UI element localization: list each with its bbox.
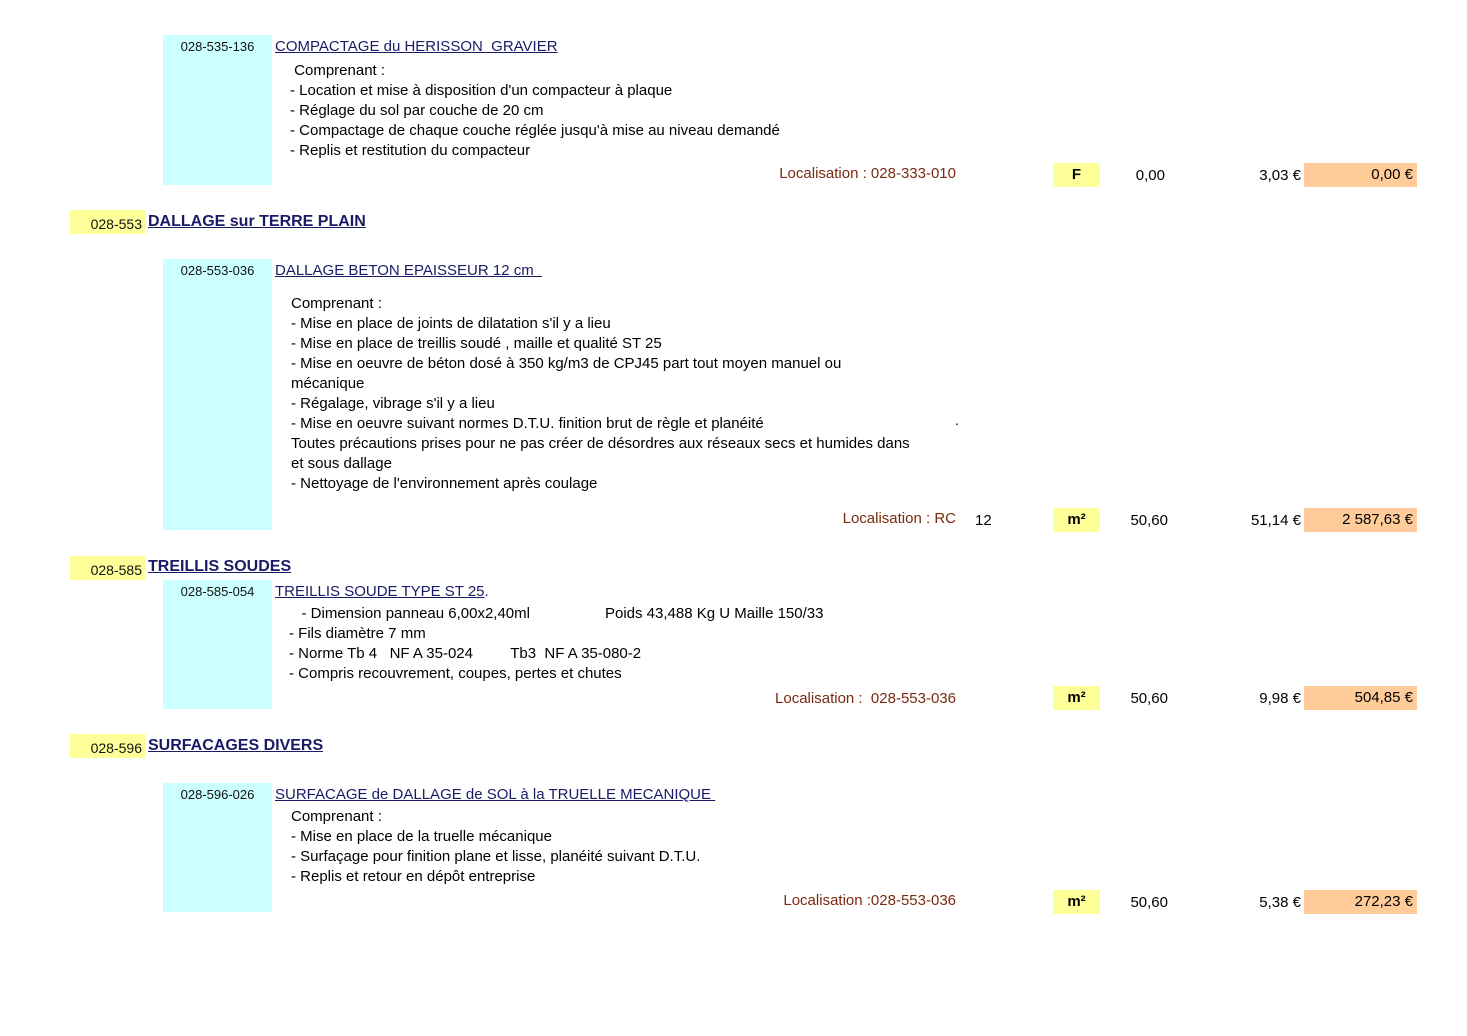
- item-code: 028-553-036: [180, 263, 255, 278]
- section-code-box: [70, 210, 145, 234]
- line-total-value: 504,85 €: [1354, 689, 1413, 706]
- section-title: DALLAGE sur TERRE PLAIN: [148, 213, 366, 230]
- stray-dot: .: [955, 412, 959, 428]
- item-title: SURFACAGE de DALLAGE de SOL à la TRUELLE MECANIQUE: [275, 786, 716, 803]
- description-line: Comprenant :: [290, 62, 386, 79]
- description-line: Comprenant :: [291, 808, 382, 825]
- quantity: 50,60: [1130, 512, 1168, 529]
- item-code: 028-596-026: [180, 787, 255, 802]
- item-description: [289, 604, 823, 684]
- item-title-row: [275, 583, 489, 600]
- unit-price: 5,38 €: [1259, 894, 1301, 911]
- line-total: [1304, 508, 1417, 532]
- item-code-box: [163, 580, 272, 709]
- description-line: - Mise en oeuvre suivant normes D.T.U. finition brut de règle et planéité: [291, 415, 764, 432]
- item-code-box: [163, 259, 272, 530]
- item-title-suffix: .: [484, 583, 489, 600]
- section-code: 028-585: [90, 562, 142, 578]
- description-line: Comprenant :: [291, 295, 382, 312]
- line-total: [1304, 890, 1417, 914]
- section-title: SURFACAGES DIVERS: [148, 737, 324, 754]
- unit-cell: m²: [1053, 890, 1100, 914]
- item-description: [291, 294, 910, 494]
- description-line: - Mise en place de joints de dilatation s'il y a lieu: [291, 315, 611, 332]
- description-line: Toutes précautions prises pour ne pas créer de désordres aux réseaux secs et humides dans: [291, 435, 910, 452]
- description-line: - Régalage, vibrage s'il y a lieu: [291, 395, 495, 412]
- unit-price: 9,98 €: [1259, 690, 1301, 707]
- quantity: 50,60: [1130, 894, 1168, 911]
- localisation: Localisation : 028-553-036: [775, 690, 956, 707]
- section-code-box: [70, 556, 145, 580]
- localisation: Localisation : RC: [842, 510, 956, 527]
- localisation: Localisation : 028-333-010: [779, 165, 956, 182]
- quantity: 50,60: [1130, 690, 1168, 707]
- item-title: TREILLIS SOUDE TYPE ST 25: [275, 583, 485, 600]
- item-code-box: [163, 783, 272, 912]
- unit-cell: m²: [1053, 508, 1100, 532]
- description-line: - Compactage de chaque couche réglée jusqu'à mise au niveau demandé: [290, 122, 780, 139]
- section-code-box: [70, 734, 145, 758]
- item-code: 028-585-054: [180, 584, 255, 599]
- unit-cell: F: [1053, 163, 1100, 187]
- section-code: 028-553: [90, 216, 142, 232]
- description-line: - Compris recouvrement, coupes, pertes et chutes: [289, 665, 622, 682]
- unit-price: 51,14 €: [1250, 512, 1301, 529]
- section-title: TREILLIS SOUDES: [148, 558, 292, 575]
- description-line: - Mise en oeuvre de béton dosé à 350 kg/m3 de CPJ45 part tout moyen manuel ou: [291, 355, 842, 372]
- item-code: 028-535-136: [180, 39, 255, 54]
- item-code-box: [163, 35, 272, 185]
- description-line: - Fils diamètre 7 mm: [289, 625, 426, 642]
- count: 12: [975, 512, 992, 529]
- line-total-value: 0,00 €: [1371, 166, 1413, 183]
- description-line: - Surfaçage pour finition plane et lisse, planéité suivant D.T.U.: [291, 848, 701, 865]
- item-title: COMPACTAGE du HERISSON GRAVIER: [275, 38, 558, 55]
- item-title: DALLAGE BETON EPAISSEUR 12 cm: [275, 262, 543, 279]
- description-line: - Nettoyage de l'environnement après coulage: [291, 475, 598, 492]
- item-description: [291, 807, 700, 887]
- description-line: mécanique: [291, 375, 365, 392]
- description-line: - Mise en place de treillis soudé , maille et qualité ST 25: [291, 335, 662, 352]
- description-line: - Replis et restitution du compacteur: [290, 142, 531, 159]
- line-total: [1304, 163, 1417, 187]
- line-total-value: 2 587,63 €: [1342, 511, 1413, 528]
- description-line: - Location et mise à disposition d'un compacteur à plaque: [290, 82, 673, 99]
- quantity: 0,00: [1135, 167, 1165, 184]
- description-line: - Replis et retour en dépôt entreprise: [291, 868, 536, 885]
- line-total-value: 272,23 €: [1354, 893, 1413, 910]
- item-description: [290, 61, 780, 161]
- description-line: et sous dallage: [291, 455, 392, 472]
- unit-price: 3,03 €: [1259, 167, 1301, 184]
- unit-cell: m²: [1053, 686, 1100, 710]
- description-line: - Norme Tb 4 NF A 35-024 Tb3 NF A 35-080-2: [289, 645, 642, 662]
- description-line: - Réglage du sol par couche de 20 cm: [290, 102, 544, 119]
- description-line: - Dimension panneau 6,00x2,40ml Poids 43,488 Kg U Maille 150/33: [289, 605, 824, 622]
- description-line: - Mise en place de la truelle mécanique: [291, 828, 552, 845]
- section-code: 028-596: [90, 740, 142, 756]
- localisation: Localisation :028-553-036: [783, 892, 956, 909]
- line-total: [1304, 686, 1417, 710]
